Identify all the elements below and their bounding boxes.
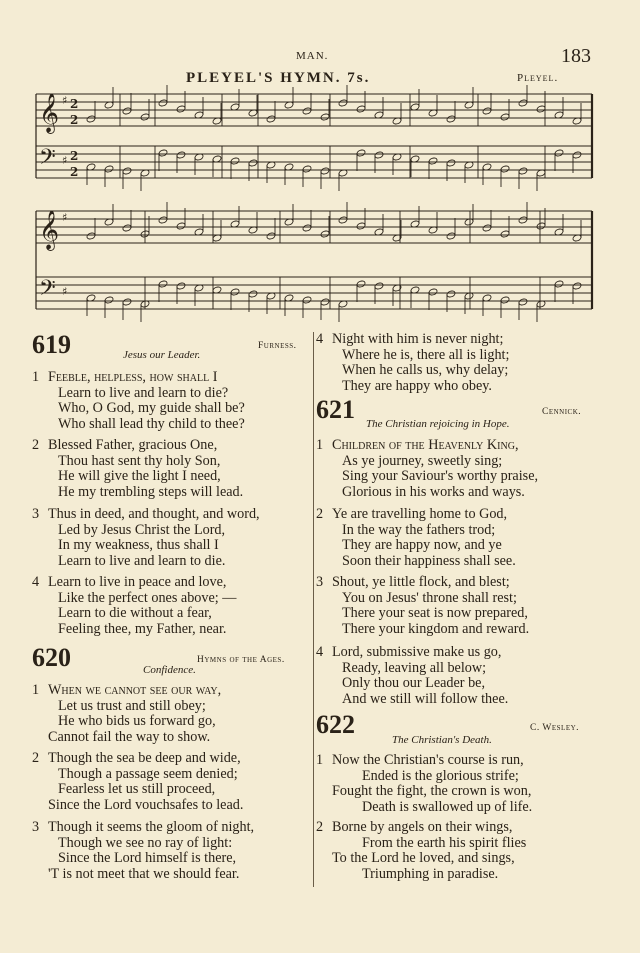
note-head bbox=[374, 151, 384, 159]
column-divider bbox=[313, 332, 314, 887]
note-head bbox=[302, 165, 312, 173]
verse-line: Ready, leaving all below; bbox=[342, 659, 487, 676]
verse-line: Learn to live and learn to die. bbox=[58, 552, 226, 569]
verse-number: 3 bbox=[32, 819, 40, 835]
hymn-author: Cennick. bbox=[542, 407, 582, 417]
verse-line: Ended is the glorious strife; bbox=[362, 767, 519, 784]
verse-line: Feeling thee, my Father, near. bbox=[58, 620, 227, 637]
hymn-title: The Christian rejoicing in Hope. bbox=[366, 418, 510, 430]
note-head bbox=[554, 280, 564, 288]
note-head bbox=[158, 280, 168, 288]
verse-line: Learn to live and learn to die? bbox=[58, 384, 229, 401]
note-head bbox=[104, 165, 114, 173]
verse bbox=[32, 370, 312, 434]
note-head bbox=[572, 282, 582, 290]
verse-line: Learn to live in peace and love, bbox=[48, 574, 227, 590]
verse-line: Since the Lord himself is there, bbox=[58, 850, 237, 867]
verse-line: Learn to die without a fear, bbox=[58, 605, 212, 622]
verse-line: Like the perfect ones above; — bbox=[58, 589, 237, 606]
note-head bbox=[266, 232, 276, 240]
verse-line: As ye journey, sweetly sing; bbox=[342, 452, 503, 469]
note-head bbox=[302, 107, 312, 115]
verse-line: Ye are travelling home to God, bbox=[332, 506, 508, 522]
verse-line: Only thou our Leader be, bbox=[342, 675, 486, 692]
note-head bbox=[176, 222, 186, 230]
time-signature: 2 bbox=[70, 97, 79, 111]
note-head bbox=[176, 282, 186, 290]
note-head bbox=[158, 216, 168, 224]
note-head bbox=[302, 296, 312, 304]
verse-line: When we cannot see our way, bbox=[48, 682, 222, 698]
verse-line: Children of the Heavenly King, bbox=[332, 437, 519, 453]
verse-line: Thou hast sent thy holy Son, bbox=[58, 452, 221, 469]
note-head bbox=[500, 113, 510, 121]
verse-line: Triumphing in paradise. bbox=[362, 865, 499, 882]
verse bbox=[32, 683, 312, 747]
tune-composer: Pleyel. bbox=[517, 72, 559, 84]
verse-line: Who, O God, my guide shall be? bbox=[58, 400, 245, 417]
verse bbox=[316, 820, 626, 884]
hymn-title: Confidence. bbox=[143, 664, 196, 676]
verse-line: Fought the fight, the crown is won, bbox=[332, 783, 532, 800]
note-head bbox=[518, 167, 528, 175]
verse-number: 3 bbox=[32, 506, 40, 522]
note-head bbox=[482, 107, 492, 115]
verse-line: Led by Jesus Christ the Lord, bbox=[58, 521, 226, 538]
verse bbox=[316, 575, 626, 639]
note-head bbox=[500, 296, 510, 304]
hymn-number: 622 bbox=[316, 710, 355, 739]
verse-number: 4 bbox=[316, 644, 324, 660]
treble-clef-icon: 𝄞 bbox=[39, 93, 60, 133]
hymn-title: The Christian's Death. bbox=[392, 734, 492, 746]
note-head bbox=[248, 159, 258, 167]
verse-line: In my weakness, thus shall I bbox=[58, 537, 219, 554]
verse-number: 2 bbox=[32, 750, 40, 766]
verse bbox=[32, 507, 312, 571]
note-head bbox=[176, 105, 186, 113]
treble-clef-icon: 𝄞 bbox=[39, 210, 60, 250]
time-signature: 2 bbox=[70, 149, 79, 163]
verse-line: He will give the light I need, bbox=[58, 468, 221, 485]
note-head bbox=[554, 149, 564, 157]
verse-line: Now the Christian's course is run, bbox=[332, 752, 524, 768]
verse-number: 4 bbox=[316, 331, 324, 347]
note-head bbox=[122, 167, 132, 175]
note-head bbox=[230, 288, 240, 296]
verse-line: Since the Lord vouchsafes to lead. bbox=[48, 796, 244, 813]
verse-line: 'T is not meet that we should fear. bbox=[48, 865, 240, 882]
verse-line: Shout, ye little flock, and blest; bbox=[332, 574, 510, 590]
verse-number: 2 bbox=[316, 819, 324, 835]
verse-line: They are happy now, and ye bbox=[342, 537, 502, 554]
music-score bbox=[0, 0, 640, 330]
verse bbox=[316, 332, 626, 396]
note-head bbox=[482, 224, 492, 232]
verse-line: Let us trust and still obey; bbox=[58, 697, 206, 714]
verse-line: Borne by angels on their wings, bbox=[332, 819, 513, 835]
note-head bbox=[122, 107, 132, 115]
time-signature: 2 bbox=[70, 113, 79, 127]
verse bbox=[32, 438, 312, 502]
note-head bbox=[158, 99, 168, 107]
note-head bbox=[536, 222, 546, 230]
verse bbox=[316, 645, 626, 709]
bass-clef-icon: 𝄢 bbox=[39, 276, 56, 306]
verse bbox=[316, 438, 626, 502]
note-head bbox=[536, 105, 546, 113]
verse-line: Though the sea be deep and wide, bbox=[48, 750, 241, 766]
verse-line: From the earth his spirit flies bbox=[362, 834, 527, 851]
verse-number: 2 bbox=[32, 437, 40, 453]
verse-line: There your kingdom and reward. bbox=[342, 620, 530, 637]
verse bbox=[316, 753, 626, 817]
verse-line: There your seat is now prepared, bbox=[342, 605, 528, 622]
verse-number: 1 bbox=[32, 369, 40, 385]
verse-line: When he calls us, why delay; bbox=[342, 362, 509, 379]
verse-line: Who shall lead thy child to thee? bbox=[58, 415, 245, 432]
tune-title: PLEYEL'S HYMN. 7s. bbox=[186, 70, 371, 86]
verse-line: They are happy who obey. bbox=[342, 377, 492, 394]
note-head bbox=[500, 230, 510, 238]
verse-line: Sing your Saviour's worthy praise, bbox=[342, 468, 539, 485]
note-head bbox=[428, 157, 438, 165]
note-head bbox=[320, 298, 330, 306]
note-head bbox=[338, 99, 348, 107]
page-number: 183 bbox=[561, 45, 591, 67]
note-head bbox=[572, 151, 582, 159]
verse-line: To the Lord he loved, and sings, bbox=[332, 850, 515, 867]
verse bbox=[32, 820, 312, 884]
verse-line: Lord, submissive make us go, bbox=[332, 644, 502, 660]
note-head bbox=[500, 165, 510, 173]
sharp-icon: ♯ bbox=[62, 285, 68, 298]
verse-number: 3 bbox=[316, 574, 324, 590]
note-head bbox=[356, 149, 366, 157]
note-head bbox=[266, 115, 276, 123]
note-head bbox=[320, 167, 330, 175]
note-head bbox=[176, 151, 186, 159]
verse-number: 2 bbox=[316, 506, 324, 522]
note-head bbox=[338, 216, 348, 224]
note-head bbox=[356, 105, 366, 113]
verse-line: Though we see no ray of light: bbox=[58, 834, 233, 851]
verse-number: 4 bbox=[32, 574, 40, 590]
verse-line: In the way the fathers trod; bbox=[342, 521, 496, 538]
note-head bbox=[86, 232, 96, 240]
note-head bbox=[518, 99, 528, 107]
verse-line: Though a passage seem denied; bbox=[58, 765, 238, 782]
verse-number: 1 bbox=[32, 682, 40, 698]
verse bbox=[32, 575, 312, 639]
verse-line: Cannot fail the way to show. bbox=[48, 728, 211, 745]
note-head bbox=[428, 288, 438, 296]
hymn-author: Hymns of the Ages. bbox=[197, 655, 285, 665]
note-head bbox=[446, 115, 456, 123]
verse-line: You on Jesus' throne shall rest; bbox=[342, 589, 517, 606]
hymn-author: C. Wesley. bbox=[530, 723, 580, 733]
verse-line: Death is swallowed up of life. bbox=[362, 798, 533, 815]
verse-line: Feeble, helpless, how shall I bbox=[48, 369, 218, 385]
note-head bbox=[446, 232, 456, 240]
verse-line: Where he is, there all is light; bbox=[342, 346, 510, 363]
hymn-author: Furness. bbox=[258, 341, 297, 351]
section-heading: MAN. bbox=[296, 50, 329, 62]
sharp-icon: ♯ bbox=[62, 211, 68, 224]
verse-line: Blessed Father, gracious One, bbox=[48, 437, 218, 453]
verse-line: And we still will follow thee. bbox=[342, 690, 509, 707]
sharp-icon: ♯ bbox=[62, 154, 68, 167]
verse-line: Though it seems the gloom of night, bbox=[48, 819, 255, 835]
verse-line: Night with him is never night; bbox=[332, 331, 504, 347]
verse-number: 1 bbox=[316, 752, 324, 768]
verse-line: Glorious in his works and ways. bbox=[342, 483, 525, 500]
note-head bbox=[446, 290, 456, 298]
verse bbox=[316, 507, 626, 571]
sharp-icon: ♯ bbox=[62, 94, 68, 107]
verse-line: Fearless let us still proceed, bbox=[58, 781, 216, 798]
note-head bbox=[302, 224, 312, 232]
verse-line: Soon their happiness shall see. bbox=[342, 552, 516, 569]
note-head bbox=[122, 224, 132, 232]
verse bbox=[32, 751, 312, 815]
verse-line: He who bids us forward go, bbox=[58, 713, 216, 730]
note-head bbox=[446, 159, 456, 167]
hymn-number: 620 bbox=[32, 643, 71, 672]
time-signature: 2 bbox=[70, 165, 79, 179]
verse-number: 1 bbox=[316, 437, 324, 453]
hymn-title: Jesus our Leader. bbox=[123, 349, 201, 361]
verse-line: Thus in deed, and thought, and word, bbox=[48, 506, 260, 522]
note-head bbox=[320, 230, 330, 238]
hymn-number: 621 bbox=[316, 395, 355, 424]
note-head bbox=[158, 149, 168, 157]
hymn-number: 619 bbox=[32, 330, 71, 359]
note-head bbox=[320, 113, 330, 121]
bass-clef-icon: 𝄢 bbox=[39, 145, 56, 175]
note-head bbox=[104, 296, 114, 304]
note-head bbox=[518, 298, 528, 306]
note-head bbox=[374, 282, 384, 290]
verse-line: He my trembling steps will lead. bbox=[58, 483, 244, 500]
note-head bbox=[122, 298, 132, 306]
note-head bbox=[86, 115, 96, 123]
note-head bbox=[518, 216, 528, 224]
note-head bbox=[140, 113, 150, 121]
note-head bbox=[356, 280, 366, 288]
note-head bbox=[356, 222, 366, 230]
note-head bbox=[230, 157, 240, 165]
note-head bbox=[248, 290, 258, 298]
